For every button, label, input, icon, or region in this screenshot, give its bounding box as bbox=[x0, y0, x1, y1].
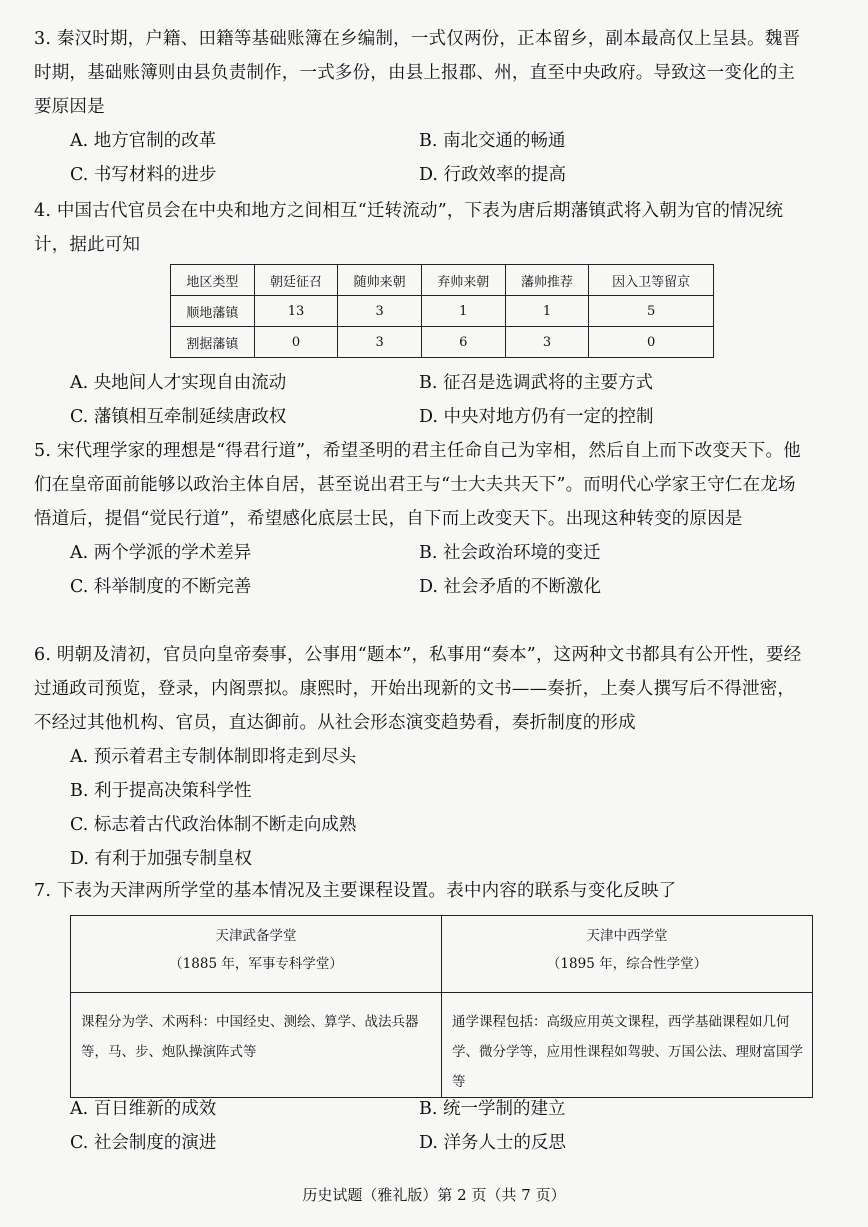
question-7-stem: 7. 下表为天津两所学堂的基本情况及主要课程设置。表中内容的联系与变化反映了 bbox=[34, 881, 677, 901]
table-cell: 0 bbox=[254, 327, 338, 358]
table-row bbox=[171, 296, 714, 327]
curriculum-right: 通学课程包括：高级应用英文课程，西学基础课程如几何学、微分学等，应用性课程如驾驶、万国公法、理财富国学等 bbox=[442, 993, 813, 1098]
table-cell: 6 bbox=[421, 327, 505, 358]
table-cell: 顺地藩镇 bbox=[171, 296, 255, 327]
option-a[interactable]: A. 预示着君主专制体制即将走到尽头 bbox=[70, 747, 357, 767]
curriculum-left: 课程分为学、术两科：中国经史、测绘、算学、战法兵器等，马、步、炮队操演阵式等 bbox=[71, 993, 442, 1098]
question-5 bbox=[34, 434, 808, 604]
option-a[interactable]: A. 两个学派的学术差异 bbox=[70, 543, 252, 563]
table-row bbox=[71, 993, 813, 1098]
school-name: 天津武备学堂 bbox=[215, 928, 297, 944]
question-6 bbox=[34, 638, 808, 876]
table-header-cell: 地区类型 bbox=[171, 265, 255, 296]
option-d[interactable]: D. 社会矛盾的不断激化 bbox=[419, 577, 602, 597]
question-7-table bbox=[70, 915, 813, 1098]
option-b[interactable]: B. 征召是选调武将的主要方式 bbox=[419, 373, 653, 393]
option-d[interactable]: D. 有利于加强专制皇权 bbox=[70, 849, 253, 869]
option-c[interactable]: C. 藩镇相互牵制延续唐政权 bbox=[70, 407, 287, 427]
school-header-left bbox=[71, 916, 442, 993]
option-b[interactable]: B. 统一学制的建立 bbox=[419, 1099, 566, 1119]
table-header-row bbox=[171, 265, 714, 296]
table-header-cell: 因入卫等留京 bbox=[589, 265, 714, 296]
table-cell: 0 bbox=[589, 327, 714, 358]
option-b[interactable]: B. 社会政治环境的变迁 bbox=[419, 543, 601, 563]
option-c[interactable]: C. 书写材料的进步 bbox=[70, 165, 217, 185]
table-header-row bbox=[71, 916, 813, 993]
option-d[interactable]: D. 中央对地方仍有一定的控制 bbox=[419, 407, 654, 427]
question-5-options bbox=[34, 536, 808, 604]
question-4-options bbox=[34, 366, 808, 434]
option-a[interactable]: A. 百日维新的成效 bbox=[70, 1099, 217, 1119]
question-5-stem: 5. 宋代理学家的理想是“得君行道”，希望圣明的君主任命自己为宰相，然后自上而下改变天下。他们在皇帝面前能够以政治主体自居，甚至说出君王与“士大夫共天下”。而明代心学家王守仁在龙场悟道后，提倡“觉民行道”，希望感化底层士民，自下而上改变天下。出现这种转变的原因是 bbox=[34, 441, 801, 529]
table-cell: 13 bbox=[254, 296, 338, 327]
option-a[interactable]: A. 地方官制的改革 bbox=[70, 131, 217, 151]
question-4-table bbox=[170, 264, 714, 358]
question-4 bbox=[34, 194, 808, 262]
question-4-stem: 4. 中国古代官员会在中央和地方之间相互“迁转流动”，下表为唐后期藩镇武将入朝为官的情况统计，据此可知 bbox=[34, 201, 784, 255]
option-b[interactable]: B. 南北交通的畅通 bbox=[419, 131, 566, 151]
option-a[interactable]: A. 央地间人才实现自由流动 bbox=[70, 373, 287, 393]
question-7-options bbox=[34, 1092, 808, 1160]
option-c[interactable]: C. 社会制度的演进 bbox=[70, 1133, 217, 1153]
table-cell: 1 bbox=[505, 296, 589, 327]
table-header-cell: 藩帅推荐 bbox=[505, 265, 589, 296]
option-c[interactable]: C. 标志着古代政治体制不断走向成熟 bbox=[70, 815, 357, 835]
question-7-options-wrap bbox=[34, 1092, 808, 1160]
question-3 bbox=[34, 22, 808, 192]
table-cell: 3 bbox=[338, 327, 422, 358]
table-row bbox=[171, 327, 714, 358]
option-c[interactable]: C. 科举制度的不断完善 bbox=[70, 577, 252, 597]
option-b[interactable]: B. 利于提高决策科学性 bbox=[70, 781, 252, 801]
table-cell: 割据藩镇 bbox=[171, 327, 255, 358]
page-footer: 历史试题（雅礼版）第 2 页（共 7 页） bbox=[302, 1186, 566, 1204]
table-header-cell: 朝廷征召 bbox=[254, 265, 338, 296]
table-header-cell: 弃帅来朝 bbox=[421, 265, 505, 296]
table-cell: 3 bbox=[505, 327, 589, 358]
table-header-cell: 随帅来朝 bbox=[338, 265, 422, 296]
question-7 bbox=[34, 874, 808, 908]
table-cell: 5 bbox=[589, 296, 714, 327]
question-3-options bbox=[34, 124, 808, 192]
question-3-stem: 3. 秦汉时期，户籍、田籍等基础账簿在乡编制，一式仅两份，正本留乡，副本最高仅上呈县。魏晋时期，基础账簿则由县负责制作，一式多份，由县上报郡、州，直至中央政府。导致这一变化的主要原因是 bbox=[34, 29, 801, 117]
school-info: （1885 年，军事专科学堂） bbox=[169, 956, 343, 972]
school-info: （1895 年，综合性学堂） bbox=[546, 956, 708, 972]
school-header-right bbox=[442, 916, 813, 993]
question-4-options-wrap bbox=[34, 366, 808, 434]
option-d[interactable]: D. 行政效率的提高 bbox=[419, 165, 567, 185]
school-name: 天津中西学堂 bbox=[586, 928, 668, 944]
question-6-stem: 6. 明朝及清初，官员向皇帝奏事，公事用“题本”，私事用“奏本”，这两种文书都具有公开性，要经过通政司预览，登录，内阁票拟。康熙时，开始出现新的文书——奏折，上奏人撰写后不得泄密，不经过其他机构、官员，直达御前。从社会形态演变趋势看，奏折制度的形成 bbox=[34, 645, 802, 733]
table-cell: 1 bbox=[421, 296, 505, 327]
question-6-options bbox=[34, 740, 808, 876]
table-cell: 3 bbox=[338, 296, 422, 327]
option-d[interactable]: D. 洋务人士的反思 bbox=[419, 1133, 567, 1153]
